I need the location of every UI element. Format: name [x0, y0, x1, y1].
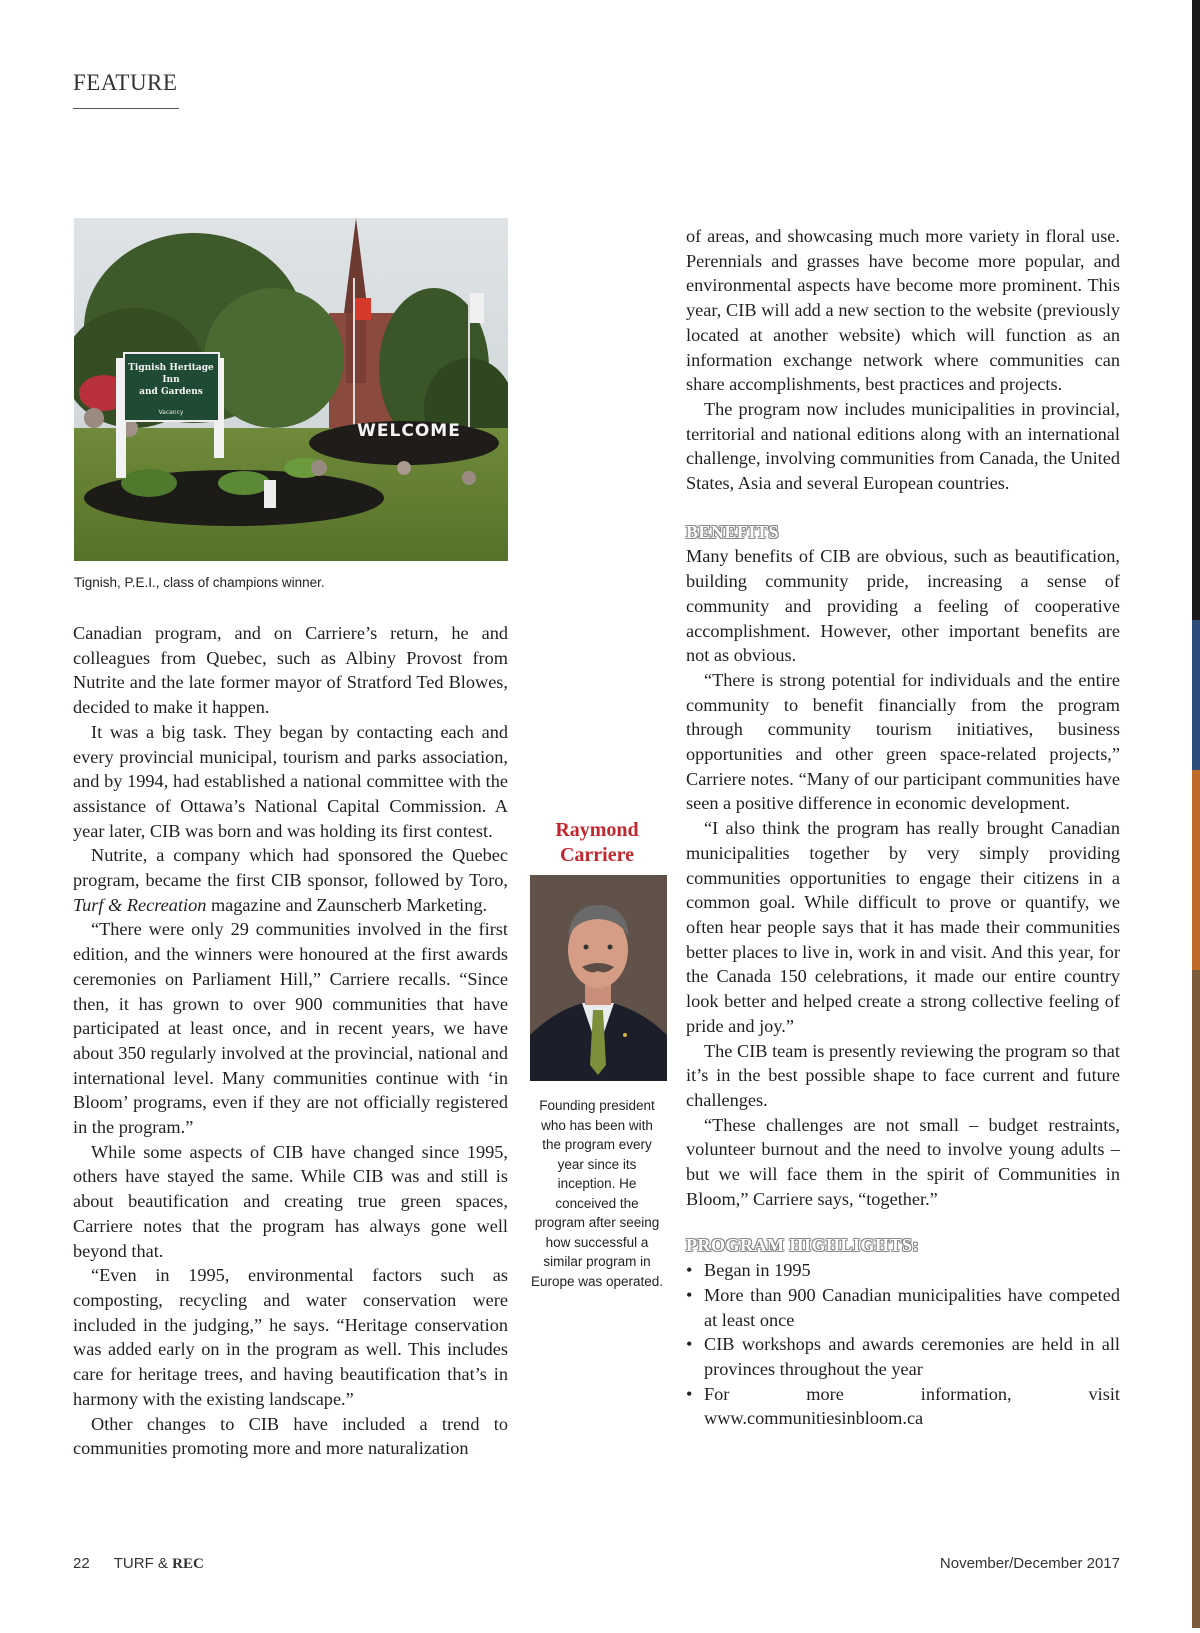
paragraph: Canadian program, and on Carriere’s return, he and colleagues from Quebec, such as Albiny Provost from Nutrite and the late former mayor of Stratford Ted Blowes, decided to make it happen.	[73, 623, 508, 718]
highlights-heading: PROGRAM HIGHLIGHTS:	[686, 1235, 920, 1256]
paragraph-text: magazine and Zaunscherb Marketing.	[206, 894, 488, 915]
right-text-column	[686, 224, 1120, 1431]
svg-text:and Gardens: and Gardens	[139, 387, 203, 397]
paragraph: The CIB team is presently reviewing the program so that it’s in the best possible shape to face current and future challenges.	[686, 1040, 1120, 1110]
svg-text:Vacancy: Vacancy	[158, 409, 184, 416]
paragraph: of areas, and showcasing much more variety in floral use. Perennials and grasses have become more popular, and environmental aspects have become more prominent. This year, CIB will add a new section to the website (previously located at another website) which will function as an information exchange network where communities can share accomplishments, best practices and projects.	[686, 226, 1120, 395]
section-label: FEATURE	[73, 70, 178, 95]
paragraph: “I also think the program has really brought Canadian municipalities together by very simply providing communities opportunities to engage their citizens in a common goal. While difficult to prove or quantify, we often hear people says that it has made their communities better places to live in, work in and visit. And this year, for the Canada 150 celebrations, it made our entire country look better and helped create a strong collective feeling of pride and joy.”	[686, 818, 1120, 1036]
paragraph: “These challenges are not small – budget restraints, volunteer burnout and the need to involve young adults – but we will face them in the spirit of Communities in Bloom,” Carriere says, “together.”	[686, 1114, 1120, 1209]
left-text-column	[73, 621, 508, 1461]
list-item: • Began in 1995	[686, 1258, 1120, 1283]
paragraph: The program now includes municipalities in provincial, territorial and national editions along with an international challenge, involving communities from Canada, the United States, Asia and several European countries.	[686, 398, 1120, 494]
paragraph	[73, 843, 508, 917]
paragraph: While some aspects of CIB have changed since 1995, others have stayed the same. While CIB was and still is about beautification and creating true green spaces, Carriere notes that the program has always gone well beyond that.	[73, 1141, 508, 1261]
section-divider	[73, 108, 179, 109]
paragraph: “Even in 1995, environmental factors such as composting, recycling and water conservation were included in the judging,” he says. “Heritage conservation was added early on in the program as well. This includes care for heritage trees, and having beautification that’s in harmony with the existing landscape.”	[73, 1265, 508, 1409]
photo-caption: Tignish, P.E.I., class of champions winner.	[74, 575, 325, 590]
magazine-name: Turf & Recreation	[73, 894, 207, 915]
svg-text:WELCOME: WELCOME	[357, 421, 461, 441]
highlights-list	[686, 1258, 1120, 1431]
paragraph-text: Nutrite, a company which had sponsored the Quebec program, became the first CIB sponsor, followed by Toro,	[73, 845, 508, 891]
sidebar-name: Raymond Carriere	[555, 819, 639, 866]
svg-text:Inn: Inn	[162, 375, 180, 385]
magazine-title	[114, 1555, 204, 1572]
tignish-photo	[74, 218, 508, 561]
paragraph: Many benefits of CIB are obvious, such as beautification, building community pride, increasing a sense of community and providing a feeling of cooperative accomplishment. However, other important benefits are not as obvious.	[686, 546, 1120, 666]
issue-date: November/December 2017	[939, 1555, 1120, 1572]
magazine-prefix: TURF &	[113, 1555, 168, 1572]
paragraph: Other changes to CIB have included a trend to communities promoting more and more naturalization	[73, 1413, 508, 1459]
benefits-heading: BENEFITS	[686, 521, 780, 542]
list-item: • More than 900 Canadian municipalities have competed at least once	[686, 1283, 1120, 1332]
portrait-photo	[530, 875, 667, 1081]
footer-left	[73, 1555, 204, 1573]
list-item: • CIB workshops and awards ceremonies are held in all provinces throughout the year	[686, 1332, 1120, 1381]
page-edge-bar	[1192, 0, 1200, 1628]
paragraph: “There is strong potential for individuals and the entire community to benefit financially from the program through community tourism initiatives, business opportunities and other green space-related projects,” Carriere notes. “Many of our participant communities have seen a positive difference in economic development.	[686, 669, 1120, 814]
sidebar-caption: Founding president who has been with the program every year since its inception. He conceived the program after seeing how successful a similar program in Europe was operated.	[530, 1098, 664, 1289]
list-item: • For more information, visit www.communitiesinbloom.ca	[686, 1382, 1120, 1431]
magazine-bold: REC	[172, 1556, 204, 1572]
paragraph: “There were only 29 communities involved in the first edition, and the winners were honoured at the first awards ceremonies on Parliament Hill,” Carriere recalls. “Since then, it has grown to over 900 communities that have participated at least once, and in recent years, we have about 350 regularly involved at the provincial, national and international level. Many communities continue with ‘in Bloom’ programs, even if they are not officially registered in the program.”	[73, 919, 508, 1138]
svg-text:Tignish Heritage: Tignish Heritage	[128, 363, 214, 373]
page-number: 22	[73, 1555, 90, 1572]
paragraph: It was a big task. They began by contacting each and every provincial municipal, tourism and parks association, and by 1994, had established a national committee with the assistance of Ottawa’s National Capital Commission. A year later, CIB was born and was holding its first contest.	[73, 721, 508, 841]
